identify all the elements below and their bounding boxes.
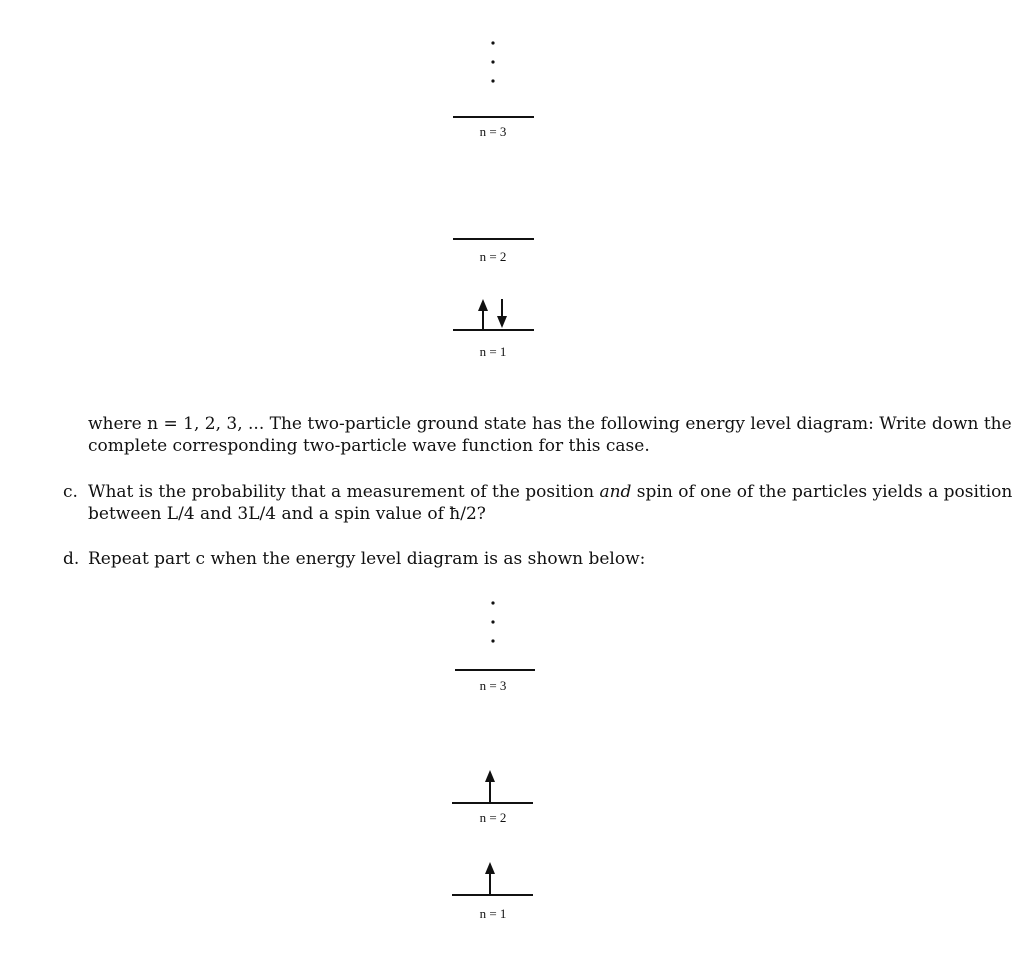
intro-line-1: where n = 1, 2, 3, ... The two-particle ground state has the following energy level diagram: Write down the (88, 414, 1012, 434)
level-label-n1: n = 1 (479, 344, 507, 359)
part-c-marker: c. (63, 482, 78, 502)
part-d-marker: d. (63, 549, 80, 569)
part-c-line-1: What is the probability that a measurement of the position and spin of one of the particles yields a position (88, 482, 1013, 502)
level-label-n1: n = 1 (479, 906, 507, 921)
part-c-item (63, 481, 1013, 525)
part-d-line-1: Repeat part c when the energy level diagram is as shown below: (88, 549, 646, 569)
level-label-n2: n = 2 (479, 249, 507, 264)
level-label-n3: n = 3 (479, 124, 507, 139)
spin-up-arrow-icon (485, 770, 495, 803)
ellipsis-dots (491, 601, 494, 642)
spin-up-arrow-icon (478, 299, 488, 330)
level-label-n3: n = 3 (479, 678, 507, 693)
level-label-n2: n = 2 (479, 810, 507, 825)
intro-line-2: complete corresponding two-particle wave function for this case. (88, 436, 650, 456)
intro-paragraph (88, 413, 1012, 457)
part-d-item (63, 548, 646, 570)
ellipsis-dots (491, 41, 494, 82)
energy-level-diagram-1 (0, 0, 1024, 400)
spin-up-arrow-icon (485, 862, 495, 895)
spin-down-arrow-icon (497, 299, 507, 328)
part-c-line-2: between L/4 and 3L/4 and a spin value of ħ/2? (88, 504, 486, 524)
